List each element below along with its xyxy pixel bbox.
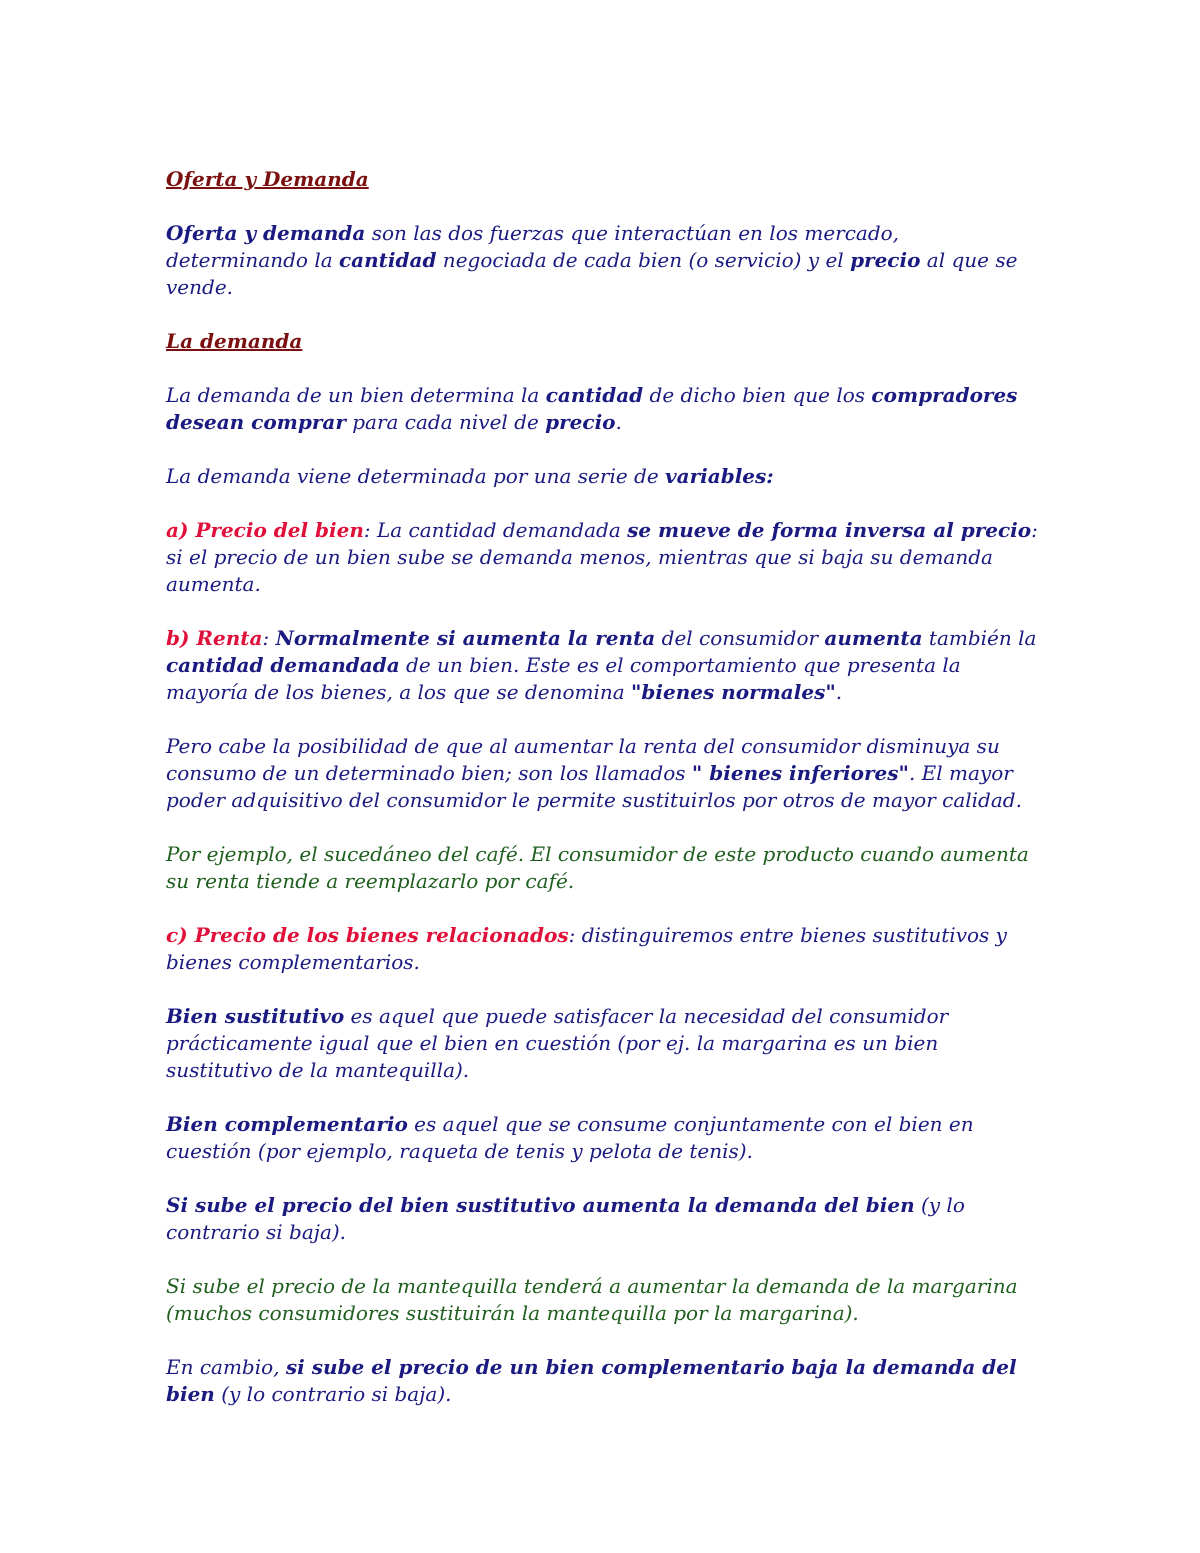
example-butter-paragraph: Si sube el precio de la mantequilla tenderá a aumentar la demanda de la margarina (muchos consumidores sustituirán la mantequilla por la margarina).: [166, 1274, 1018, 1325]
demand-definition-paragraph: [166, 382, 1046, 436]
complement-paragraph: [166, 1111, 1046, 1165]
example-cafe-paragraph: Por ejemplo, el sucedáneo del café. El consumidor de este producto cuando aumenta su renta tiende a reemplazarlo por café.: [166, 842, 1029, 893]
item-b-bold-1: Normalmente si aumenta la renta: [275, 626, 656, 650]
intro-paragraph: [166, 220, 1046, 301]
intro-text-2: negociada de cada bien (o servicio) y el: [436, 248, 851, 272]
item-b-bold-3: cantidad demandada: [166, 653, 400, 677]
demand-def-text-1: La demanda de un bien determina la: [166, 383, 546, 407]
item-b-paragraph: [166, 625, 1046, 706]
intro-text-1: son las dos fuerzas que interactúan en los mercado, determinando la: [166, 221, 900, 272]
item-a-text-2: : si el precio de un bien sube se demanda menos, mientras que si baja su demanda aumenta.: [166, 518, 1038, 596]
substitute-bold-1: Bien sustitutivo: [166, 1004, 345, 1028]
item-b-label: b) Renta: [166, 626, 263, 650]
intro-bold-2: cantidad: [339, 248, 437, 272]
item-a-label: a) Precio del bien: [166, 518, 364, 542]
demand-def-text-3: para cada nivel de: [345, 410, 546, 434]
demand-def-bold-3: precio: [545, 410, 616, 434]
variables-paragraph: [166, 463, 1046, 490]
inferior-text-1: Pero cabe la posibilidad de que al aumentar la renta del consumidor disminuya su consumo de un determinado bien; son los llamados: [166, 734, 1000, 785]
intro-bold-1: Oferta y demanda: [166, 221, 366, 245]
item-b-bold-4: "bienes normales": [631, 680, 836, 704]
item-c-label: c) Precio de los bienes relacionados: [166, 923, 569, 947]
item-b-bold-2: aumenta: [824, 626, 923, 650]
rule-complement-bold-1: si sube el precio de un bien complementario baja la demanda del bien: [166, 1355, 1017, 1406]
item-a-text-1: : La cantidad demandada: [363, 518, 628, 542]
inferior-goods-paragraph: [166, 733, 1046, 814]
demand-def-bold-1: cantidad: [545, 383, 644, 407]
item-b-text-5: .: [835, 680, 843, 704]
rule-complement-paragraph: [166, 1354, 1046, 1408]
item-b-text-1: :: [262, 626, 276, 650]
document-title: Oferta y Demanda: [166, 167, 369, 191]
item-a-bold-1: se mueve de forma inversa al precio: [627, 518, 1032, 542]
rule-complement-text-1: En cambio,: [166, 1355, 286, 1379]
inferior-bold-1: " bienes inferiores": [691, 761, 909, 785]
inferior-text-2: . El mayor poder adquisitivo del consumidor le permite sustituirlos por otros de mayor calidad.: [166, 761, 1022, 812]
rule-substitute-bold-1: Si sube el precio del bien sustitutivo aumenta la demanda del bien: [166, 1193, 915, 1217]
item-c-paragraph: [166, 922, 1046, 976]
substitute-text-1: es aquel que puede satisfacer la necesidad del consumidor prácticamente igual que el bien en cuestión (por ej. la margarina es un bien sustitutivo de la mantequilla).: [166, 1004, 949, 1082]
complement-text-1: es aquel que se consume conjuntamente con el bien en cuestión (por ejemplo, raqueta de tenis y pelota de tenis).: [166, 1112, 974, 1163]
item-b-text-2: del consumidor: [655, 626, 825, 650]
intro-bold-3: precio: [850, 248, 921, 272]
variables-text-1: La demanda viene determinada por una serie de: [166, 464, 666, 488]
rule-substitute-text-1: (y lo contrario si baja).: [166, 1193, 965, 1244]
intro-text-3: al que se vende.: [166, 248, 1018, 299]
demand-def-text-4: .: [615, 410, 622, 434]
item-b-text-4: de un bien. Este es el comportamiento que presenta la mayoría de los bienes, a los que se denomina: [166, 653, 961, 704]
demand-def-text-2: de dicho bien que los: [643, 383, 872, 407]
complement-bold-1: Bien complementario: [166, 1112, 408, 1136]
variables-bold-1: variables:: [665, 464, 774, 488]
rule-complement-text-2: (y lo contrario si baja).: [214, 1382, 452, 1406]
rule-substitute-paragraph: [166, 1192, 1046, 1246]
item-c-text-1: : distinguiremos entre bienes sustitutivos y bienes complementarios.: [166, 923, 1007, 974]
item-a-paragraph: [166, 517, 1046, 598]
section-heading-demand: La demanda: [166, 329, 303, 353]
demand-def-bold-2: compradores desean comprar: [166, 383, 1018, 434]
substitute-paragraph: [166, 1003, 1046, 1084]
document-page: [166, 166, 1046, 1435]
item-b-text-3: también la: [922, 626, 1037, 650]
